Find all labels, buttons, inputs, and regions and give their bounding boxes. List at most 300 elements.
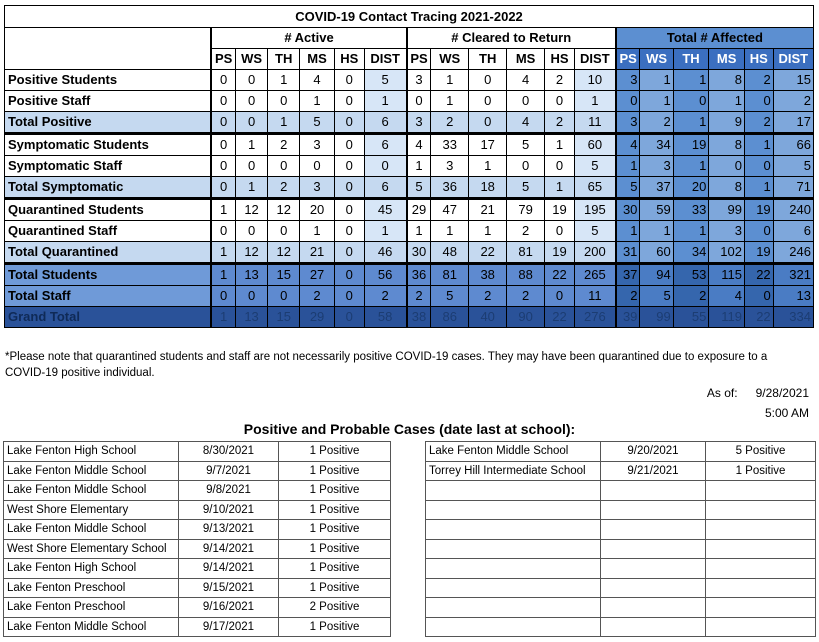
case-status [706,578,816,598]
cell-total-hs: 22 [744,307,773,328]
cell-total-hs: 1 [744,177,773,199]
cell-cleared-ws: 48 [431,242,469,264]
cell-cleared-ps: 0 [407,91,431,112]
cell-total-th: 2 [673,286,709,307]
case-status: 1 Positive [279,520,391,540]
row-label: Total Symptomatic [5,177,212,199]
cell-total-th: 34 [673,242,709,264]
cell-cleared-ws: 33 [431,134,469,156]
case-date [601,617,706,637]
cell-cleared-th: 1 [469,156,507,177]
cell-total-hs: 19 [744,199,773,221]
cell-total-ms: 8 [709,177,745,199]
cell-active-ps: 0 [211,91,235,112]
table-row [5,112,814,134]
cell-active-th: 15 [268,264,300,286]
cell-active-ws: 1 [235,177,267,199]
col-header-cleared-ms: MS [507,49,545,70]
cell-total-ps: 2 [616,286,640,307]
case-status [706,481,816,501]
cell-active-hs: 0 [334,134,364,156]
group-active: # Active [211,28,406,49]
cell-active-ms: 29 [300,307,334,328]
col-header-active-ws: WS [235,49,267,70]
cell-active-th: 2 [268,134,300,156]
cell-active-ws: 12 [235,199,267,221]
as-of-block [707,383,809,423]
cell-active-ws: 0 [235,91,267,112]
cell-active-ms: 21 [300,242,334,264]
col-header-total-hs: HS [744,49,773,70]
cell-active-th: 0 [268,156,300,177]
case-row [426,461,816,481]
case-school [426,481,601,501]
cell-active-ws: 13 [235,264,267,286]
cell-total-ws: 1 [640,70,673,91]
table-row [5,242,814,264]
cell-cleared-th: 21 [469,199,507,221]
cell-total-hs: 0 [744,286,773,307]
cell-total-dist: 17 [773,112,813,134]
case-school: Lake Fenton Preschool [4,578,179,598]
cell-total-ps: 31 [616,242,640,264]
cell-total-ms: 102 [709,242,745,264]
cell-total-th: 1 [673,156,709,177]
cell-cleared-ps: 30 [407,242,431,264]
cases-table-left [3,441,391,637]
cell-total-hs: 2 [744,70,773,91]
cell-total-ps: 1 [616,156,640,177]
cell-active-hs: 0 [334,264,364,286]
cell-cleared-hs: 19 [545,242,575,264]
cell-cleared-th: 0 [469,112,507,134]
row-label: Total Quarantined [5,242,212,264]
as-of-label: As of: [706,386,738,400]
cell-active-ws: 0 [235,221,267,242]
cell-active-ps: 0 [211,286,235,307]
cell-active-hs: 0 [334,307,364,328]
cell-active-dist: 5 [364,70,407,91]
cell-cleared-ms: 2 [507,221,545,242]
cases-title: Positive and Probable Cases (date last at school): [243,421,576,437]
cell-cleared-th: 0 [469,70,507,91]
case-school: West Shore Elementary [4,500,179,520]
case-school: Lake Fenton Middle School [4,520,179,540]
cell-total-th: 53 [673,264,709,286]
as-of-date: 9/28/2021 [755,386,809,400]
cell-active-dist: 45 [364,199,407,221]
cell-active-ms: 1 [300,91,334,112]
row-label: Quarantined Staff [5,221,212,242]
cell-active-ps: 0 [211,221,235,242]
cell-total-ws: 1 [640,91,673,112]
contact-tracing-table [4,5,814,328]
table-row [5,221,814,242]
cell-active-ws: 0 [235,112,267,134]
cell-active-ws: 1 [235,134,267,156]
table-row [5,91,814,112]
cell-active-ps: 1 [211,242,235,264]
case-date [601,578,706,598]
cell-active-th: 0 [268,91,300,112]
table-row [5,177,814,199]
col-header-active-ps: PS [211,49,235,70]
case-date: 9/20/2021 [601,442,706,462]
cell-cleared-ms: 4 [507,112,545,134]
cell-active-ps: 0 [211,177,235,199]
cell-total-th: 0 [673,91,709,112]
cell-active-ps: 0 [211,134,235,156]
cell-active-dist: 46 [364,242,407,264]
cell-total-dist: 2 [773,91,813,112]
cell-cleared-th: 2 [469,286,507,307]
case-row [4,461,391,481]
row-label: Quarantined Students [5,199,212,221]
case-row [4,617,391,637]
col-header-active-dist: DIST [364,49,407,70]
case-status [706,520,816,540]
cell-total-ps: 1 [616,221,640,242]
cell-active-ps: 1 [211,307,235,328]
cell-cleared-ms: 0 [507,156,545,177]
cell-active-th: 12 [268,199,300,221]
cell-total-dist: 240 [773,199,813,221]
cell-total-dist: 334 [773,307,813,328]
cell-total-ms: 9 [709,112,745,134]
cell-cleared-ws: 86 [431,307,469,328]
row-label: Symptomatic Students [5,134,212,156]
case-row [426,578,816,598]
cell-active-ps: 0 [211,156,235,177]
cell-cleared-hs: 2 [545,70,575,91]
row-label: Symptomatic Staff [5,156,212,177]
cell-cleared-ps: 1 [407,156,431,177]
col-header-active-ms: MS [300,49,334,70]
cell-active-th: 15 [268,307,300,328]
cell-active-dist: 6 [364,177,407,199]
cell-cleared-dist: 5 [574,156,615,177]
cell-cleared-ms: 88 [507,264,545,286]
case-date: 9/13/2021 [179,520,279,540]
case-status: 2 Positive [279,598,391,618]
case-date: 9/10/2021 [179,500,279,520]
table-row [5,199,814,221]
cell-active-dist: 56 [364,264,407,286]
cell-cleared-ps: 38 [407,307,431,328]
col-header-active-hs: HS [334,49,364,70]
table-row [5,156,814,177]
row-label: Grand Total [5,307,212,328]
col-header-cleared-hs: HS [545,49,575,70]
cell-cleared-dist: 11 [574,286,615,307]
case-school [426,598,601,618]
case-status [706,559,816,579]
cell-active-ms: 4 [300,70,334,91]
cell-active-dist: 6 [364,134,407,156]
case-row [426,598,816,618]
table-title: COVID-19 Contact Tracing 2021-2022 [5,6,814,28]
cell-total-hs: 0 [744,221,773,242]
cell-total-ws: 99 [640,307,673,328]
cell-total-ms: 119 [709,307,745,328]
case-school: Lake Fenton Middle School [426,442,601,462]
cell-cleared-ws: 2 [431,112,469,134]
cell-total-th: 55 [673,307,709,328]
cell-cleared-ms: 5 [507,134,545,156]
cell-total-th: 33 [673,199,709,221]
cell-cleared-ms: 79 [507,199,545,221]
cell-cleared-ws: 1 [431,91,469,112]
col-header-total-ms: MS [709,49,745,70]
group-total: Total # Affected [616,28,814,49]
cell-total-ws: 59 [640,199,673,221]
cell-cleared-hs: 2 [545,112,575,134]
cell-total-ps: 5 [616,177,640,199]
case-date [601,598,706,618]
cell-active-th: 0 [268,221,300,242]
cell-active-dist: 58 [364,307,407,328]
cell-cleared-ps: 5 [407,177,431,199]
cell-total-ps: 30 [616,199,640,221]
case-row [4,481,391,501]
cell-active-ps: 0 [211,70,235,91]
case-date [601,520,706,540]
cell-active-ms: 3 [300,177,334,199]
case-status: 1 Positive [279,442,391,462]
cell-cleared-ws: 3 [431,156,469,177]
case-school: Lake Fenton Middle School [4,481,179,501]
case-date [601,559,706,579]
case-date [601,500,706,520]
case-school [426,539,601,559]
cell-total-hs: 0 [744,156,773,177]
cell-active-th: 12 [268,242,300,264]
cell-cleared-ms: 4 [507,70,545,91]
cell-active-ms: 2 [300,286,334,307]
cell-total-ps: 3 [616,112,640,134]
case-row [426,442,816,462]
cell-active-ms: 3 [300,134,334,156]
cell-active-hs: 0 [334,112,364,134]
cell-cleared-ws: 1 [431,221,469,242]
case-row [4,598,391,618]
case-row [426,617,816,637]
cell-total-ws: 94 [640,264,673,286]
cell-total-ms: 8 [709,70,745,91]
cell-cleared-th: 22 [469,242,507,264]
table-row [5,307,814,328]
cell-cleared-dist: 65 [574,177,615,199]
col-header-active-th: TH [268,49,300,70]
cell-cleared-ws: 36 [431,177,469,199]
case-school [426,578,601,598]
cell-active-ms: 0 [300,156,334,177]
cell-cleared-ws: 1 [431,70,469,91]
case-school: Lake Fenton Preschool [4,598,179,618]
cell-cleared-hs: 19 [545,199,575,221]
row-label: Positive Students [5,70,212,91]
cell-cleared-hs: 1 [545,177,575,199]
cell-cleared-dist: 5 [574,221,615,242]
cell-active-hs: 0 [334,70,364,91]
case-school: West Shore Elementary School [4,539,179,559]
cell-cleared-th: 18 [469,177,507,199]
cell-active-th: 2 [268,177,300,199]
case-status: 1 Positive [279,578,391,598]
cell-total-ms: 1 [709,91,745,112]
col-header-total-th: TH [673,49,709,70]
case-date: 9/7/2021 [179,461,279,481]
case-status [706,598,816,618]
cell-active-dist: 2 [364,286,407,307]
case-school: Lake Fenton High School [4,442,179,462]
case-status: 1 Positive [279,617,391,637]
case-status: 1 Positive [279,500,391,520]
cell-cleared-hs: 0 [545,221,575,242]
case-school [426,617,601,637]
case-school [426,559,601,579]
cell-cleared-dist: 200 [574,242,615,264]
cell-total-dist: 71 [773,177,813,199]
cell-cleared-dist: 60 [574,134,615,156]
case-status [706,617,816,637]
table-row [5,286,814,307]
case-school [426,500,601,520]
cell-cleared-dist: 276 [574,307,615,328]
cell-total-dist: 6 [773,221,813,242]
cell-total-ps: 4 [616,134,640,156]
cell-total-dist: 15 [773,70,813,91]
col-header-cleared-ws: WS [431,49,469,70]
case-date: 9/21/2021 [601,461,706,481]
cell-total-hs: 1 [744,134,773,156]
cell-total-ps: 3 [616,70,640,91]
cell-total-ms: 8 [709,134,745,156]
cell-cleared-ws: 81 [431,264,469,286]
cell-cleared-ps: 2 [407,286,431,307]
case-date: 9/16/2021 [179,598,279,618]
cell-cleared-ws: 5 [431,286,469,307]
col-header-total-ws: WS [640,49,673,70]
cell-cleared-ps: 36 [407,264,431,286]
cell-total-dist: 246 [773,242,813,264]
cell-total-ms: 115 [709,264,745,286]
case-date: 9/15/2021 [179,578,279,598]
cell-total-ws: 1 [640,221,673,242]
cell-total-ms: 0 [709,156,745,177]
case-date: 9/8/2021 [179,481,279,501]
col-header-cleared-th: TH [469,49,507,70]
cell-active-ws: 13 [235,307,267,328]
cell-active-hs: 0 [334,91,364,112]
cell-total-hs: 0 [744,91,773,112]
cell-active-ms: 27 [300,264,334,286]
cell-active-th: 1 [268,70,300,91]
cell-cleared-ms: 2 [507,286,545,307]
cell-active-hs: 0 [334,199,364,221]
case-date: 8/30/2021 [179,442,279,462]
cell-total-hs: 2 [744,112,773,134]
case-date: 9/17/2021 [179,617,279,637]
group-cleared: # Cleared to Return [407,28,616,49]
cell-active-hs: 0 [334,177,364,199]
cell-cleared-th: 40 [469,307,507,328]
cell-total-hs: 22 [744,264,773,286]
cell-total-dist: 13 [773,286,813,307]
cell-cleared-th: 1 [469,221,507,242]
case-row [4,578,391,598]
cell-cleared-th: 17 [469,134,507,156]
case-row [426,481,816,501]
cell-cleared-dist: 11 [574,112,615,134]
cell-cleared-ms: 81 [507,242,545,264]
cases-table-right [425,441,816,637]
cell-active-hs: 0 [334,221,364,242]
case-row [4,559,391,579]
cell-cleared-dist: 10 [574,70,615,91]
case-school: Lake Fenton Middle School [4,617,179,637]
cell-active-th: 0 [268,286,300,307]
case-school: Lake Fenton Middle School [4,461,179,481]
cell-active-ps: 0 [211,112,235,134]
case-status [706,500,816,520]
cell-cleared-ps: 1 [407,221,431,242]
cell-cleared-ms: 0 [507,91,545,112]
cell-total-ms: 99 [709,199,745,221]
cell-total-th: 1 [673,112,709,134]
cell-active-dist: 1 [364,221,407,242]
case-school: Lake Fenton High School [4,559,179,579]
cell-total-th: 1 [673,221,709,242]
cell-active-ws: 0 [235,70,267,91]
as-of-time: 5:00 AM [764,406,809,420]
cell-cleared-hs: 0 [545,91,575,112]
cell-cleared-th: 0 [469,91,507,112]
cell-total-ms: 3 [709,221,745,242]
cell-cleared-hs: 1 [545,134,575,156]
cell-active-th: 1 [268,112,300,134]
cell-active-hs: 0 [334,242,364,264]
cell-total-ms: 4 [709,286,745,307]
case-date [601,481,706,501]
case-school: Torrey Hill Intermediate School [426,461,601,481]
case-school [426,520,601,540]
cell-active-ms: 20 [300,199,334,221]
cell-active-ps: 1 [211,199,235,221]
row-label: Positive Staff [5,91,212,112]
case-status: 1 Positive [279,461,391,481]
case-row [426,520,816,540]
corner-cell [5,28,212,70]
cell-total-th: 1 [673,70,709,91]
case-row [4,520,391,540]
cell-cleared-ps: 29 [407,199,431,221]
cell-cleared-ws: 47 [431,199,469,221]
case-status: 1 Positive [279,559,391,579]
cell-total-th: 20 [673,177,709,199]
cell-active-ms: 1 [300,221,334,242]
cell-total-ws: 37 [640,177,673,199]
cell-total-ws: 3 [640,156,673,177]
cell-cleared-hs: 22 [545,264,575,286]
case-date: 9/14/2021 [179,539,279,559]
cell-cleared-th: 38 [469,264,507,286]
cell-total-dist: 66 [773,134,813,156]
cell-total-th: 19 [673,134,709,156]
row-label: Total Students [5,264,212,286]
cell-cleared-hs: 22 [545,307,575,328]
cell-cleared-ps: 3 [407,112,431,134]
